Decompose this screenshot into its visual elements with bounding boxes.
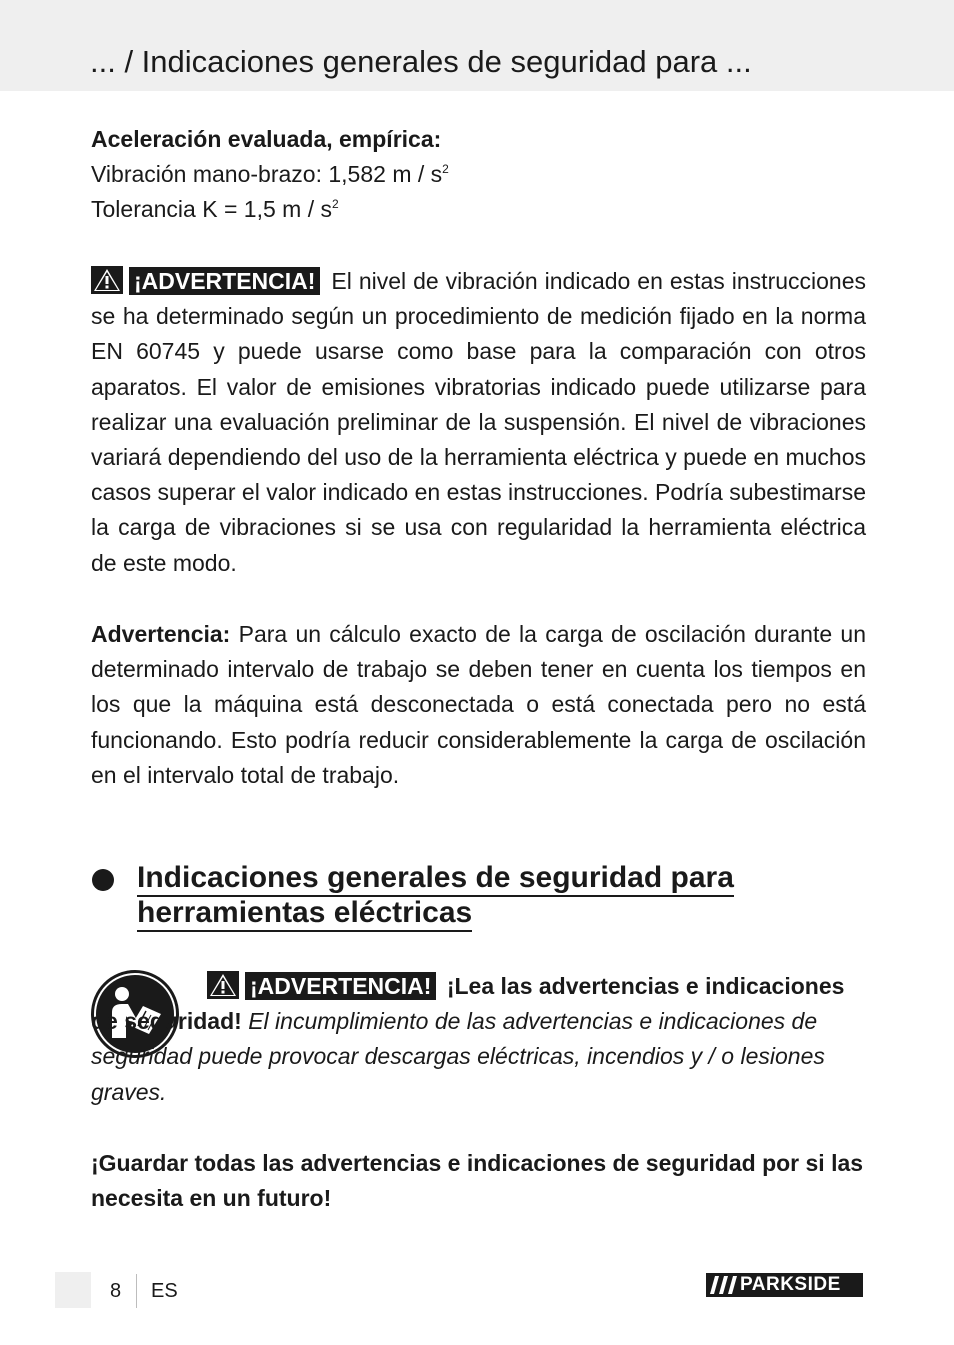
warning-label-2: ¡ADVERTENCIA!: [245, 972, 436, 1000]
warning-label: ¡ADVERTENCIA!: [129, 267, 320, 295]
brand-stripes-icon: [710, 1276, 738, 1294]
vibration-warning: [91, 264, 866, 581]
parkside-logo: [706, 1273, 863, 1297]
vibration-tolerance-text: Tolerancia K = 1,5 m / s: [91, 196, 332, 223]
vibration-hand-arm-exponent: 2: [442, 162, 449, 177]
section-title-line2: herramientas eléctricas: [137, 896, 472, 932]
vibration-hand-arm-text: Vibración mano-brazo: 1,582 m / s: [91, 161, 443, 188]
warning-triangle-icon-2: [207, 971, 239, 999]
bullet-icon: [92, 869, 114, 891]
oscillation-note: [91, 617, 866, 793]
vibration-warning-paragraph: [91, 264, 866, 581]
page-number: 8: [110, 1280, 122, 1302]
safety-warning-bold: ¡Lea las advertencias e indicaciones de seguridad!: [91, 973, 845, 1035]
vibration-hand-arm: [91, 157, 866, 192]
footer-box: [55, 1272, 91, 1308]
language-code: ES: [151, 1280, 178, 1302]
vibration-block: [91, 122, 866, 228]
section-title-line1: Indicaciones generales de seguridad para: [137, 861, 734, 897]
oscillation-note-text: Para un cálculo exacto de la carga de oscilación durante un determinado intervalo de trabajo se deben tener en cuenta los tiempos en los que la máquina está desconectada o está conectada pero no está funcionando. Esto podría reducir considerablemente la carga de oscilación en el intervalo total de trabajo.: [91, 621, 867, 788]
warning-triangle-icon: [91, 266, 123, 294]
safety-warning: [91, 969, 866, 1110]
safety-warning-italic: El incumplimiento de las advertencias e indicaciones de seguridad puede provocar descargas eléctricas, incendios y / o lesiones graves.: [91, 1008, 825, 1105]
brand-name: PARKSIDE: [740, 1274, 841, 1295]
vibration-tolerance: [91, 192, 866, 227]
page-header-title: ... / Indicaciones generales de seguridad para ...: [90, 44, 752, 79]
oscillation-note-paragraph: [91, 617, 866, 793]
keep-notice-block: [91, 1146, 866, 1216]
vibration-warning-text: El nivel de vibración indicado en estas instrucciones se ha determinado según un procedimiento de medición fijado en la norma EN 60745 y puede usarse como base para la comparación con otros aparatos. El valor de emisiones vibratorias indicado puede utilizarse para realizar una evaluación preliminar de la suspensión. El nivel de vibraciones variará dependiendo del uso de la herramienta eléctrica y puede en muchos casos superar el valor indicado en estas instrucciones. Podría subestimarse la carga de vibraciones si se usa con regularidad la herramienta eléctrica de este modo.: [91, 268, 866, 576]
vibration-heading: Aceleración evaluada, empírica:: [91, 126, 442, 152]
oscillation-note-label: Advertencia:: [91, 621, 231, 647]
safety-warning-paragraph: [91, 969, 866, 1110]
keep-notice: ¡Guardar todas las advertencias e indicaciones de seguridad por si las necesita en un futuro!: [91, 1150, 864, 1212]
vibration-tolerance-exponent: 2: [331, 197, 339, 212]
footer-divider: [136, 1274, 137, 1308]
section-title: [137, 860, 877, 930]
